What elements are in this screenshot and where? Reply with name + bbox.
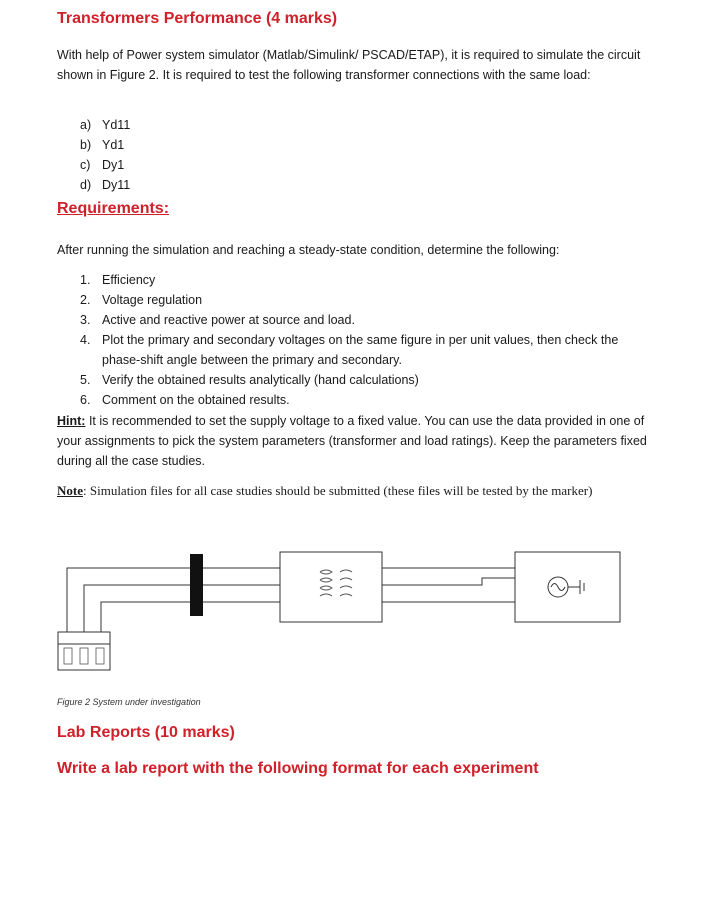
figure-caption: Figure 2 System under investigation <box>57 697 201 707</box>
list-item: 4. Plot the primary and secondary voltages on the same figure in per unit values, then check the phase-shift angle between the primary and secondary. <box>80 333 619 367</box>
list-item: 6. Comment on the obtained results. <box>80 393 290 407</box>
requirements-intro: After running the simulation and reaching a steady-state condition, determine the following: <box>57 243 560 257</box>
requirements-list <box>80 270 640 410</box>
list-item: b) Yd1 <box>80 138 125 152</box>
breaker-block <box>190 554 203 616</box>
intro-paragraph: With help of Power system simulator (Matlab/Simulink/ PSCAD/ETAP), it is required to simulate the circuit shown in Figure 2. It is required to test the following transformer connections with the same load: <box>57 48 641 82</box>
list-item: 2. Voltage regulation <box>80 293 203 307</box>
list-item: 5. Verify the obtained results analytically (hand calculations) <box>80 373 419 387</box>
wire-phase-b <box>84 585 190 632</box>
lab-reports-heading: Lab Reports (10 marks) <box>57 724 235 741</box>
circuit-diagram <box>50 540 630 680</box>
lab-reports-subheading: Write a lab report with the following format for each experiment <box>57 760 539 777</box>
list-item: 3. Active and reactive power at source and load. <box>80 313 355 327</box>
section-title: Transformers Performance (4 marks) <box>57 10 338 27</box>
requirements-heading: Requirements: <box>57 200 170 217</box>
ac-source-icon <box>548 577 584 597</box>
load-icon <box>64 648 104 664</box>
transformer-coil-icon <box>320 570 352 596</box>
list-item: 1. Efficiency <box>80 273 156 287</box>
list-item: d) Dy11 <box>80 178 131 192</box>
note-paragraph: Note: Simulation files for all case studies should be submitted (these files will be tested by the marker) <box>57 483 593 498</box>
connection-list <box>80 115 130 195</box>
wire-phase-a <box>67 568 190 632</box>
list-item: c) Dy1 <box>80 158 125 172</box>
list-item: a) Yd11 <box>80 118 131 132</box>
wire-phase-c <box>101 602 190 632</box>
hint-paragraph: Hint: It is recommended to set the supply voltage to a fixed value. You can use the data provided in one of your assignments to pick the system parameters (transformer and load ratings). Keep the parameters fixed during all the case studies. <box>57 414 647 468</box>
